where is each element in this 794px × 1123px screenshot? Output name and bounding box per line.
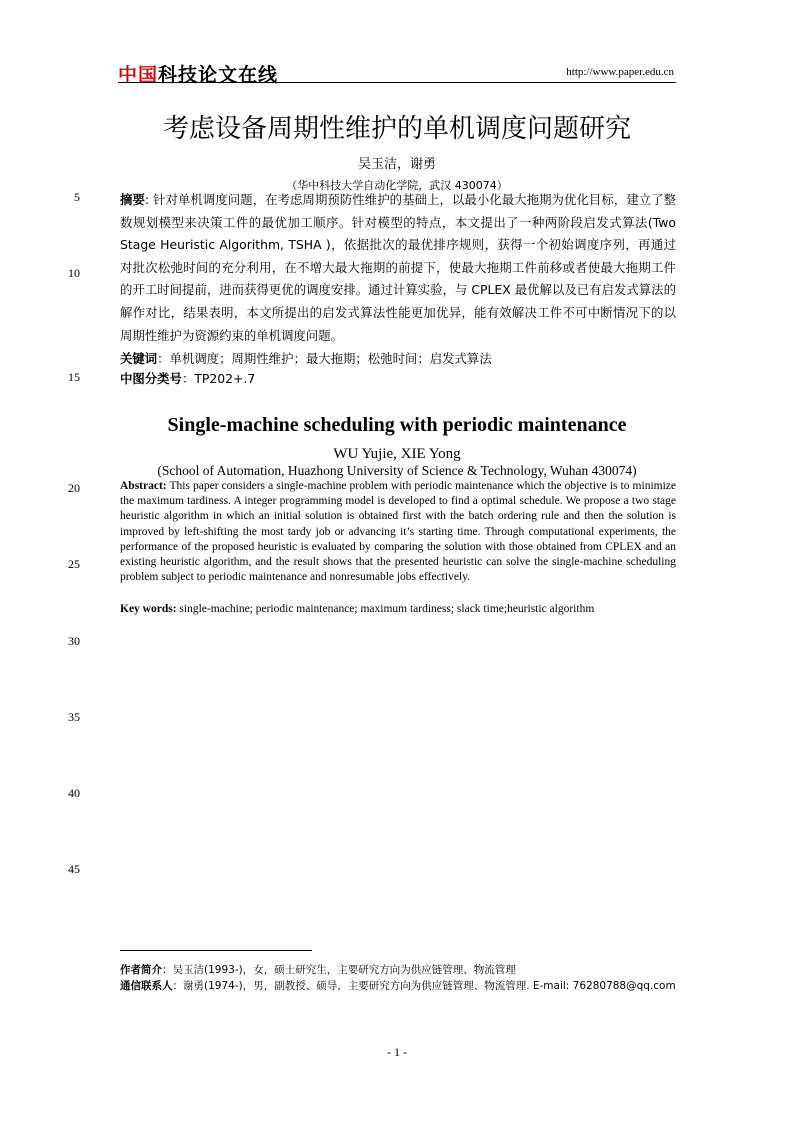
footnote-contact-text: ：谢勇(1974-)，男，副教授、硕导，主要研究方向为供应链管理、物流管理. E-mail: 76280788@qq.com bbox=[172, 980, 676, 992]
line-number: 35 bbox=[68, 710, 80, 724]
footnote-contact-label: 通信联系人 bbox=[120, 980, 173, 992]
footnote-divider bbox=[120, 950, 312, 951]
keywords-cn-label: 关键词 bbox=[120, 351, 158, 366]
keywords-en-label: Key words: bbox=[120, 603, 177, 615]
footnote-contact bbox=[120, 978, 676, 994]
line-number: 30 bbox=[68, 634, 80, 648]
line-number: 15 bbox=[68, 370, 80, 384]
clc-text: ：TP202+.7 bbox=[181, 371, 256, 386]
abstract-en bbox=[120, 479, 676, 585]
affiliation-cn: （华中科技大学自动化学院，武汉 430074） bbox=[286, 179, 508, 192]
footnote-author-text: ：吴玉洁(1993-)，女，硕士研究生，主要研究方向为供应链管理、物流管理 bbox=[162, 964, 516, 976]
keywords-cn bbox=[120, 349, 676, 367]
abstract-cn bbox=[120, 189, 676, 347]
authors-en: WU Yujie, XIE Yong bbox=[333, 446, 461, 462]
abstract-cn-label: 摘要 bbox=[120, 192, 145, 207]
keywords-cn-text: ：单机调度；周期性维护；最大拖期；松弛时间；启发式算法 bbox=[157, 351, 492, 366]
page-number: - 1 - bbox=[387, 1045, 407, 1059]
clc-label: 中图分类号 bbox=[120, 371, 182, 386]
keywords-en bbox=[120, 603, 676, 615]
header-url: http://www.paper.edu.cn bbox=[566, 66, 674, 78]
line-number: 25 bbox=[68, 557, 80, 571]
clc-number bbox=[120, 369, 676, 387]
abstract-cn-text: : 针对单机调度问题，在考虑周期预防性维护的基础上，以最小化最大拖期为优化目标，建立了整数规划模型来决策工件的最优加工顺序。针对模型的特点，本文提出了一种两阶段启发式算法(Two Stage Heuristic Algorithm, TSHA )，依据批次的最优排序规则，获得一个初始调度序列，再通过对批次松弛时间的充分利用，在不增大最大拖期的前提下，使最大拖期工件前移或者使最大拖期工件的开工时间提前，进而获得更优的调度安排。通过计算实验，与 CPLEX 最优解以及已有启发式算法的解作对比，结果表明，本文所提出的启发式算法性能更加优异，能有效解决工件不可中断情况下的以周期性维护为资源约束的单机调度问题。 bbox=[120, 192, 676, 343]
authors-cn: 吴玉洁，谢勇 bbox=[357, 157, 436, 172]
line-number: 5 bbox=[74, 190, 80, 204]
affiliation-en: (School of Automation, Huazhong University of Science & Technology, Wuhan 430074) bbox=[157, 463, 637, 478]
line-number: 20 bbox=[68, 481, 80, 495]
paper-title-cn: 考虑设备周期性维护的单机调度问题研究 bbox=[162, 114, 631, 144]
footnote-author-label: 作者简介 bbox=[120, 964, 162, 976]
logo-black-text: 科技论文在线 bbox=[158, 64, 279, 86]
header-divider bbox=[118, 82, 676, 83]
line-number: 40 bbox=[68, 786, 80, 800]
logo-red-text: 中国 bbox=[118, 64, 159, 86]
line-number: 10 bbox=[68, 266, 80, 280]
footnote-author bbox=[120, 962, 676, 978]
abstract-en-label: Abstract: bbox=[120, 480, 167, 492]
line-number: 45 bbox=[68, 862, 80, 876]
paper-title-en: Single-machine scheduling with periodic maintenance bbox=[167, 414, 627, 436]
abstract-en-text: This paper considers a single-machine problem with periodic maintenance which the objective is to minimize the maximum tardiness. A integer programming model is developed to find a optimal schedule. We propose a two stage heuristic algorithm in which an initial solution is obtained first with the batch ordering rule and then the solution is improved by left-shifting the most tardy job or advancing it’s starting time. Through computational experiments, the performance of the proposed heuristic is evaluated by comparing the solution with those obtained from CPLEX and an existing heuristic algorithm, and the result shows that the presented heuristic can solve the single-machine scheduling problem subject to periodic maintenance and nonresumable jobs effectively. bbox=[120, 480, 676, 584]
keywords-en-text: single-machine; periodic maintenance; maximum tardiness; slack time;heuristic algorithm bbox=[176, 603, 595, 615]
